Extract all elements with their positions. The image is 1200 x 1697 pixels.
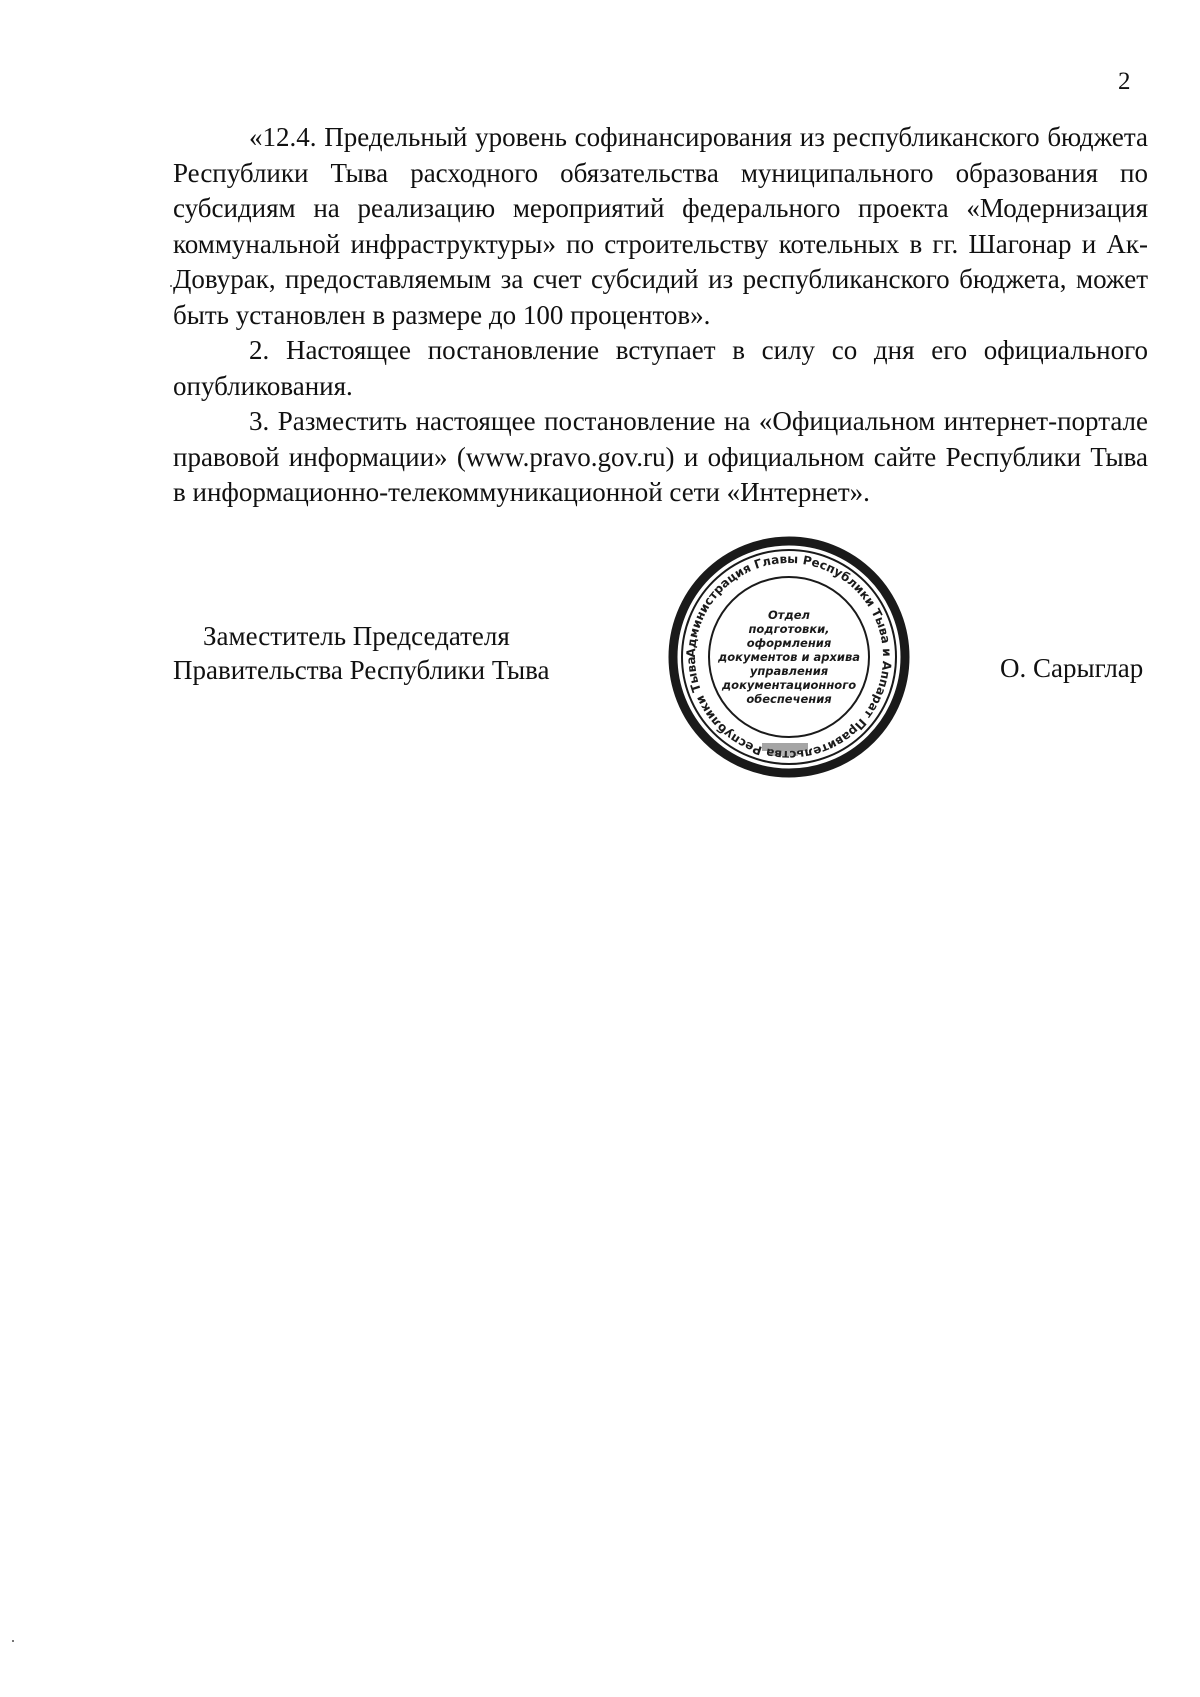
- signer-position-line-2: Правительства Республики Тыва: [173, 655, 550, 685]
- scan-speck: [170, 285, 172, 287]
- seal-center-line: документационного: [721, 678, 857, 692]
- seal-center-line: документов и архива: [717, 650, 861, 664]
- signer-name: О. Сарыглар: [1000, 653, 1144, 683]
- seal-center-line: подготовки,: [748, 622, 830, 636]
- seal-center-line: обеспечения: [746, 692, 832, 706]
- paragraph-entry-into-force: 2. Настоящее постановление вступает в силу со дня его официального опубликования.: [173, 335, 1148, 401]
- official-seal-stamp: [664, 535, 914, 780]
- page-number: 2: [1118, 68, 1131, 95]
- paragraph-amendment-12-4: «12.4. Предельный уровень софинансирования из республиканского бюджета Республики Тыва расходного обязательства муниципального образования по субсидиям на реализацию мероприятий федерального проекта «Модернизация коммунальной инфраструктуры» по строительству котельных в гг. Шагонар и Ак-Довурак, предоставляемым за счет субсидий из республиканского бюджета, может быть установлен в размере до 100 процентов».: [173, 122, 1148, 330]
- signer-position-line-1: Заместитель Председателя: [203, 621, 510, 651]
- seal-ring-text: Администрация Главы Республики Тыва и Аппарат Правительства Республики Тыва: [683, 551, 895, 763]
- seal-center-line: оформления: [746, 636, 832, 650]
- seal-center-line: Отдел: [768, 608, 810, 622]
- scan-speck: [12, 1640, 14, 1642]
- seal-center-line: управления: [749, 664, 829, 678]
- seal-center-text: [717, 608, 860, 706]
- document-body: [173, 120, 1148, 511]
- signer-position: [173, 619, 550, 687]
- seal-graphic: [664, 535, 914, 780]
- paragraph-publication: 3. Разместить настоящее постановление на «Официальном интернет-портале правовой информации» (www.pravo.gov.ru) и официальном сайте Республики Тыва в информационно-телекоммуникационной сети «Интернет».: [173, 406, 1148, 507]
